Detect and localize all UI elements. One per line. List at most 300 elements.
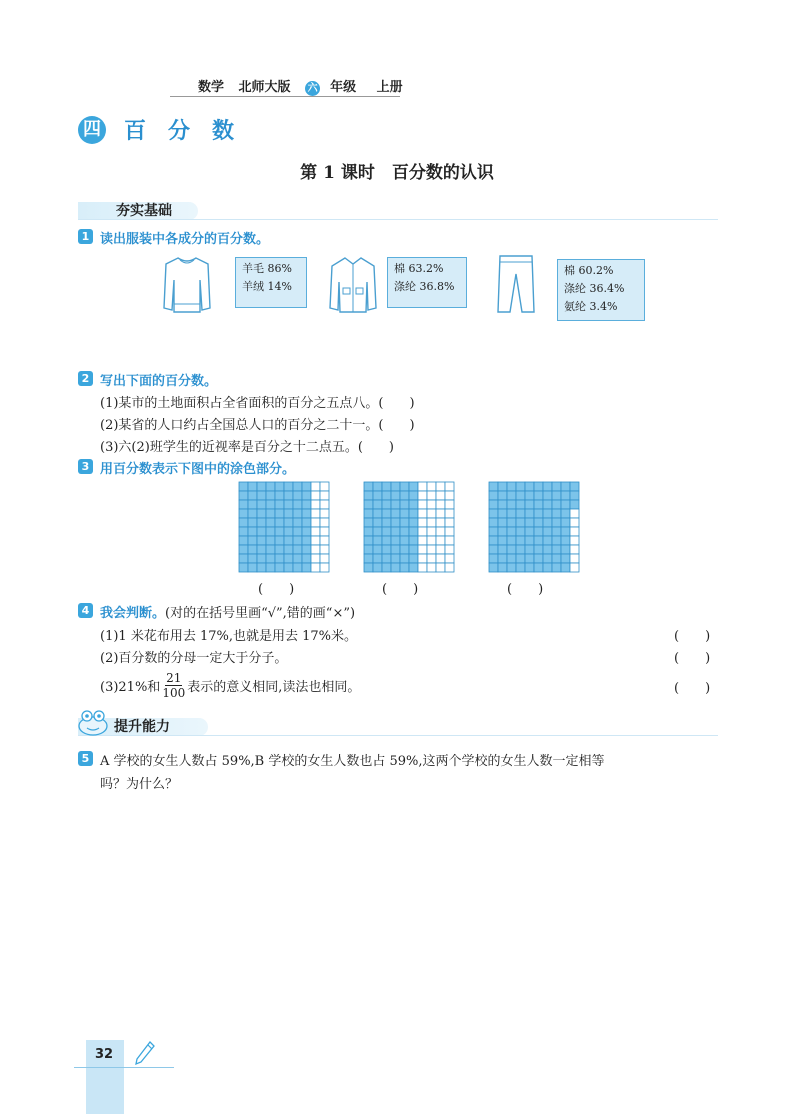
- grid-cell-shaded: [498, 545, 507, 554]
- grid-cell: [436, 500, 445, 509]
- grid-cell: [436, 482, 445, 491]
- grid-cell-shaded: [391, 509, 400, 518]
- grid-cell-shaded: [248, 482, 257, 491]
- q2-line: (3)六(2)班学生的近视率是百分之十二点五。( ): [100, 440, 394, 455]
- grid-cell: [320, 491, 329, 500]
- grid-cell-shaded: [498, 500, 507, 509]
- grid-cell-shaded: [373, 482, 382, 491]
- grid-cell-shaded: [373, 536, 382, 545]
- grid-cell-shaded: [489, 536, 498, 545]
- grid-cell-shaded: [489, 491, 498, 500]
- grid-cell-shaded: [302, 554, 311, 563]
- grid-cell-shaded: [391, 518, 400, 527]
- grid-cell-shaded: [507, 509, 516, 518]
- grid-cell: [427, 545, 436, 554]
- grid-cell-shaded: [534, 527, 543, 536]
- grid-cell-shaded: [516, 527, 525, 536]
- grid-cell-shaded: [507, 527, 516, 536]
- grid-cell-shaded: [489, 554, 498, 563]
- grid-cell: [427, 500, 436, 509]
- grid-cell-shaded: [284, 518, 293, 527]
- header-rule: [170, 96, 400, 97]
- grid-cell-shaded: [498, 518, 507, 527]
- grid-cell-shaded: [400, 491, 409, 500]
- grid-cell-shaded: [570, 500, 579, 509]
- grid-cell-shaded: [543, 500, 552, 509]
- grid-cell-shaded: [543, 491, 552, 500]
- grid-cell: [311, 500, 320, 509]
- header-grade: 年级: [330, 80, 357, 95]
- grid-cell-shaded: [516, 518, 525, 527]
- grid-cell-shaded: [409, 536, 418, 545]
- grid-cell-shaded: [284, 554, 293, 563]
- grid-cell-shaded: [373, 518, 382, 527]
- grid-cell: [570, 554, 579, 563]
- grid-cell-shaded: [275, 545, 284, 554]
- grid-cell: [436, 545, 445, 554]
- fraction-numerator: 21: [166, 670, 182, 685]
- grid-cell-shaded: [382, 500, 391, 509]
- grid-cell: [427, 554, 436, 563]
- grid-cell-shaded: [498, 491, 507, 500]
- grid-cell-shaded: [400, 563, 409, 572]
- grid-cell-shaded: [409, 563, 418, 572]
- grid-cell-shaded: [373, 509, 382, 518]
- grid-cell-shaded: [525, 518, 534, 527]
- grid-cell-shaded: [525, 509, 534, 518]
- grid-cell-shaded: [284, 536, 293, 545]
- grid-cell-shaded: [409, 482, 418, 491]
- grid-cell-shaded: [248, 500, 257, 509]
- grid-cell: [311, 518, 320, 527]
- grid-cell: [320, 518, 329, 527]
- fabric-label: [557, 259, 645, 321]
- grid-cell: [445, 482, 454, 491]
- grid-cell-shaded: [239, 563, 248, 572]
- sweater-icon: [162, 254, 212, 316]
- grid-cell-shaded: [516, 491, 525, 500]
- grid-cell-shaded: [552, 536, 561, 545]
- grid-cell-shaded: [543, 509, 552, 518]
- grid-cell-shaded: [239, 545, 248, 554]
- grid-cell-shaded: [543, 545, 552, 554]
- grid-cell: [311, 482, 320, 491]
- grid-cell-shaded: [373, 563, 382, 572]
- grid-cell-shaded: [373, 545, 382, 554]
- grid-cell-shaded: [516, 563, 525, 572]
- grid-cell-shaded: [543, 536, 552, 545]
- grid-cell-shaded: [302, 491, 311, 500]
- footer-rule: [74, 1067, 174, 1068]
- grid-cell-shaded: [534, 536, 543, 545]
- grid-cell-shaded: [409, 491, 418, 500]
- fraction-denominator: 100: [162, 685, 186, 700]
- grid-cell-shaded: [239, 518, 248, 527]
- grid-cell-shaded: [561, 491, 570, 500]
- grid-cell-shaded: [489, 527, 498, 536]
- q2-line: (2)某省的人口约占全国总人口的百分之二十一。( ): [100, 418, 415, 433]
- grid-cell-shaded: [489, 545, 498, 554]
- grid-cell: [418, 509, 427, 518]
- question-text: 写出下面的百分数。: [100, 374, 218, 389]
- grid-cell-shaded: [284, 482, 293, 491]
- grid-cell: [445, 509, 454, 518]
- grid-cell: [445, 545, 454, 554]
- grid-cell-shaded: [364, 563, 373, 572]
- grid-cell-shaded: [534, 500, 543, 509]
- grid-cell-shaded: [534, 491, 543, 500]
- grid-cell: [570, 536, 579, 545]
- fabric-line: 棉 63.2%: [394, 262, 444, 275]
- section-banner-advance: [78, 718, 718, 736]
- grid-cell-shaded: [257, 536, 266, 545]
- grid-cell: [418, 500, 427, 509]
- grid-cell-shaded: [382, 563, 391, 572]
- grid-cell-shaded: [400, 536, 409, 545]
- grid-cell-shaded: [364, 545, 373, 554]
- grid-cell-shaded: [409, 500, 418, 509]
- grid-cell: [418, 482, 427, 491]
- grid-cell-shaded: [498, 554, 507, 563]
- pants-icon: [494, 252, 538, 316]
- grid-cell: [427, 536, 436, 545]
- grid-cell: [311, 545, 320, 554]
- grid-cell-shaded: [266, 563, 275, 572]
- grid-cell-shaded: [302, 527, 311, 536]
- grid-cell-shaded: [239, 509, 248, 518]
- fabric-line: 棉 60.2%: [564, 264, 614, 277]
- grid-cell-shaded: [561, 527, 570, 536]
- header-term: 上册: [376, 80, 403, 95]
- grid-cell: [311, 509, 320, 518]
- answer-blank[interactable]: ( ): [507, 582, 544, 597]
- grid-cell-shaded: [284, 491, 293, 500]
- grid-cell-shaded: [293, 491, 302, 500]
- grid-cell: [445, 518, 454, 527]
- grid-cell-shaded: [239, 554, 248, 563]
- grid-cell: [427, 563, 436, 572]
- grid-cell-shaded: [275, 554, 284, 563]
- grid-cell-shaded: [409, 509, 418, 518]
- answer-blank[interactable]: ( ): [258, 582, 295, 597]
- grid-cell: [311, 491, 320, 500]
- grid-cell-shaded: [284, 500, 293, 509]
- question-text: 我会判断。: [100, 606, 166, 621]
- frog-mascot-icon: [76, 708, 110, 736]
- grid-cell-shaded: [391, 536, 400, 545]
- grid-cell-shaded: [364, 527, 373, 536]
- grid-cell-shaded: [561, 545, 570, 554]
- grid-cell: [436, 491, 445, 500]
- grid-cell-shaded: [248, 518, 257, 527]
- grid-cell-shaded: [293, 527, 302, 536]
- grid-cell-shaded: [552, 527, 561, 536]
- grid-cell-shaded: [507, 545, 516, 554]
- statement-suffix: 表示的意义相同,读法也相同。: [187, 679, 361, 695]
- q4-statement: [100, 668, 360, 702]
- grid-cell-shaded: [552, 482, 561, 491]
- grid-cell-shaded: [516, 509, 525, 518]
- grid-cell-shaded: [284, 545, 293, 554]
- lesson-title: 第 1 课时 百分数的认识: [300, 163, 494, 183]
- grid-cell-shaded: [275, 527, 284, 536]
- grid-cell: [427, 482, 436, 491]
- grid-cell-shaded: [373, 500, 382, 509]
- q5-text-line: 吗？为什么？: [100, 777, 179, 792]
- grid-cell: [436, 563, 445, 572]
- grid-cell: [427, 518, 436, 527]
- section-label: 夯实基础: [116, 203, 172, 219]
- q2-line: (1)某市的土地面积占全省面积的百分之五点八。( ): [100, 396, 415, 411]
- grid-cell-shaded: [400, 554, 409, 563]
- grid-cell-shaded: [257, 554, 266, 563]
- grid-cell-shaded: [364, 482, 373, 491]
- grid-cell-shaded: [570, 482, 579, 491]
- grid-cell-shaded: [400, 509, 409, 518]
- grid-cell-shaded: [498, 527, 507, 536]
- grid-cell-shaded: [552, 545, 561, 554]
- grid-cell-shaded: [293, 563, 302, 572]
- grid-cell-shaded: [248, 545, 257, 554]
- grid-cell-shaded: [534, 509, 543, 518]
- chapter-title: 百分数: [124, 119, 257, 144]
- jacket-icon: [328, 254, 378, 316]
- grid-cell-shaded: [302, 500, 311, 509]
- grid-cell-shaded: [489, 518, 498, 527]
- grid-cell-shaded: [498, 536, 507, 545]
- grid-cell: [436, 554, 445, 563]
- grid-cell: [418, 545, 427, 554]
- grid-cell-shaded: [302, 563, 311, 572]
- grid-cell-shaded: [302, 545, 311, 554]
- section-label: 提升能力: [114, 719, 170, 735]
- fabric-line: 涤纶 36.8%: [394, 280, 455, 293]
- running-header: [0, 76, 794, 98]
- header-subject: 数学: [198, 80, 225, 95]
- grid-cell-shaded: [525, 482, 534, 491]
- grid-cell: [436, 536, 445, 545]
- grid-cell-shaded: [266, 545, 275, 554]
- grid-cell-shaded: [543, 554, 552, 563]
- grid-cell-shaded: [302, 536, 311, 545]
- fabric-line: 氨纶 3.4%: [564, 300, 618, 313]
- grid-cell-shaded: [266, 482, 275, 491]
- grid-cell-shaded: [498, 509, 507, 518]
- grid-cell-shaded: [239, 500, 248, 509]
- grid-cell-shaded: [489, 563, 498, 572]
- grid-cell-shaded: [516, 500, 525, 509]
- grid-cell-shaded: [275, 482, 284, 491]
- grid-cell-shaded: [293, 518, 302, 527]
- grid-cell-shaded: [257, 509, 266, 518]
- grid-cell: [311, 554, 320, 563]
- question-number: 5: [78, 751, 93, 766]
- grid-cell-shaded: [275, 518, 284, 527]
- q5-text-line: A 学校的女生人数占 59%,B 学校的女生人数也占 59%,这两个学校的女生人数一定相等: [100, 754, 605, 769]
- grid-cell-shaded: [257, 482, 266, 491]
- grid-cell-shaded: [525, 545, 534, 554]
- question-number: 3: [78, 459, 93, 474]
- grid-cell-shaded: [257, 518, 266, 527]
- grid-cell: [418, 563, 427, 572]
- grid-cell-shaded: [534, 545, 543, 554]
- grid-cell: [427, 527, 436, 536]
- grid-cell: [570, 545, 579, 554]
- grid-cell-shaded: [489, 509, 498, 518]
- grid-cell-shaded: [516, 554, 525, 563]
- grid-cell-shaded: [382, 554, 391, 563]
- grid-cell-shaded: [266, 554, 275, 563]
- grid-cell: [311, 536, 320, 545]
- grid-cell-shaded: [534, 518, 543, 527]
- grid-cell-shaded: [409, 518, 418, 527]
- grid-cell: [570, 509, 579, 518]
- grid-cell-shaded: [293, 509, 302, 518]
- grid-cell-shaded: [266, 491, 275, 500]
- grid-cell-shaded: [364, 500, 373, 509]
- grid-cell: [445, 500, 454, 509]
- grid-cell-shaded: [391, 491, 400, 500]
- grid-cell-shaded: [507, 563, 516, 572]
- grid-cell-shaded: [284, 563, 293, 572]
- answer-blank[interactable]: ( ): [382, 582, 419, 597]
- grid-cell-shaded: [552, 554, 561, 563]
- grid-cell-shaded: [561, 536, 570, 545]
- grid-cell: [320, 482, 329, 491]
- grid-cell-shaded: [364, 554, 373, 563]
- grid-cell-shaded: [543, 527, 552, 536]
- grid-cell: [418, 527, 427, 536]
- judge-blank[interactable]: ( ): [674, 651, 711, 666]
- question-number: 4: [78, 603, 93, 618]
- grid-cell-shaded: [275, 500, 284, 509]
- grid-cell-shaded: [382, 527, 391, 536]
- grid-cell-shaded: [561, 518, 570, 527]
- grid-cell-shaded: [543, 563, 552, 572]
- grid-cell: [320, 500, 329, 509]
- fabric-line: 羊毛 86%: [242, 262, 292, 275]
- grid-cell-shaded: [275, 536, 284, 545]
- hundred-grid: [488, 481, 580, 573]
- grid-cell: [418, 491, 427, 500]
- grid-cell-shaded: [293, 536, 302, 545]
- grid-cell-shaded: [400, 500, 409, 509]
- fabric-line: 涤纶 36.4%: [564, 282, 625, 295]
- grid-cell-shaded: [293, 554, 302, 563]
- q4-statement: (2)百分数的分母一定大于分子。: [100, 651, 288, 666]
- grid-cell-shaded: [382, 536, 391, 545]
- grid-cell: [418, 518, 427, 527]
- grid-cell-shaded: [248, 554, 257, 563]
- grid-cell-shaded: [266, 500, 275, 509]
- page-number: 32: [95, 1047, 114, 1062]
- grid-cell-shaded: [489, 500, 498, 509]
- grid-cell-shaded: [275, 491, 284, 500]
- grid-cell-shaded: [257, 500, 266, 509]
- question-number: 1: [78, 229, 93, 244]
- grid-cell-shaded: [382, 482, 391, 491]
- grid-cell-shaded: [391, 527, 400, 536]
- judge-blank[interactable]: ( ): [674, 681, 711, 696]
- judge-blank[interactable]: ( ): [674, 629, 711, 644]
- grid-cell: [570, 518, 579, 527]
- grade-badge: 六: [305, 81, 320, 96]
- grid-cell-shaded: [507, 500, 516, 509]
- grid-cell-shaded: [266, 518, 275, 527]
- grid-cell-shaded: [391, 500, 400, 509]
- grid-cell-shaded: [409, 545, 418, 554]
- grid-cell: [427, 509, 436, 518]
- grid-cell-shaded: [552, 509, 561, 518]
- grid-cell: [427, 491, 436, 500]
- hundred-grid: [363, 481, 455, 573]
- question-text: 用百分数表示下图中的涂色部分。: [100, 462, 296, 477]
- grid-cell-shaded: [239, 527, 248, 536]
- grid-cell-shaded: [373, 527, 382, 536]
- grid-cell-shaded: [516, 536, 525, 545]
- grid-cell: [445, 563, 454, 572]
- grid-cell: [311, 563, 320, 572]
- grid-cell-shaded: [293, 500, 302, 509]
- grid-cell: [570, 527, 579, 536]
- grid-cell-shaded: [284, 509, 293, 518]
- grid-cell-shaded: [552, 563, 561, 572]
- grid-cell: [436, 509, 445, 518]
- grid-cell-shaded: [248, 527, 257, 536]
- grid-cell-shaded: [400, 482, 409, 491]
- grid-cell-shaded: [239, 482, 248, 491]
- grid-cell-shaded: [525, 563, 534, 572]
- grid-cell: [436, 527, 445, 536]
- grid-cell-shaded: [373, 491, 382, 500]
- grid-cell: [445, 491, 454, 500]
- grid-cell-shaded: [302, 482, 311, 491]
- grid-cell: [418, 554, 427, 563]
- grid-cell-shaded: [266, 509, 275, 518]
- grid-cell-shaded: [534, 563, 543, 572]
- grid-cell-shaded: [382, 518, 391, 527]
- fabric-label: [235, 257, 307, 308]
- header-edition: 北师大版: [238, 80, 291, 95]
- grid-cell-shaded: [498, 482, 507, 491]
- grid-cell-shaded: [525, 491, 534, 500]
- grid-cell: [418, 536, 427, 545]
- grid-cell-shaded: [561, 482, 570, 491]
- chapter-number-badge: 四: [78, 116, 106, 144]
- fraction: [162, 671, 185, 700]
- grid-cell-shaded: [507, 491, 516, 500]
- grid-cell-shaded: [507, 482, 516, 491]
- grid-cell-shaded: [293, 545, 302, 554]
- grid-cell-shaded: [382, 509, 391, 518]
- grid-cell-shaded: [364, 518, 373, 527]
- grid-cell-shaded: [507, 518, 516, 527]
- grid-cell-shaded: [382, 545, 391, 554]
- grid-cell-shaded: [284, 527, 293, 536]
- grid-cell: [436, 518, 445, 527]
- grid-cell: [445, 554, 454, 563]
- question-number: 2: [78, 371, 93, 386]
- grid-cell-shaded: [525, 536, 534, 545]
- grid-cell-shaded: [552, 491, 561, 500]
- grid-cell-shaded: [382, 491, 391, 500]
- grid-cell-shaded: [498, 563, 507, 572]
- grid-cell-shaded: [302, 509, 311, 518]
- grid-cell-shaded: [400, 545, 409, 554]
- pencil-icon: [134, 1040, 156, 1066]
- grid-cell-shaded: [248, 563, 257, 572]
- grid-cell-shaded: [489, 482, 498, 491]
